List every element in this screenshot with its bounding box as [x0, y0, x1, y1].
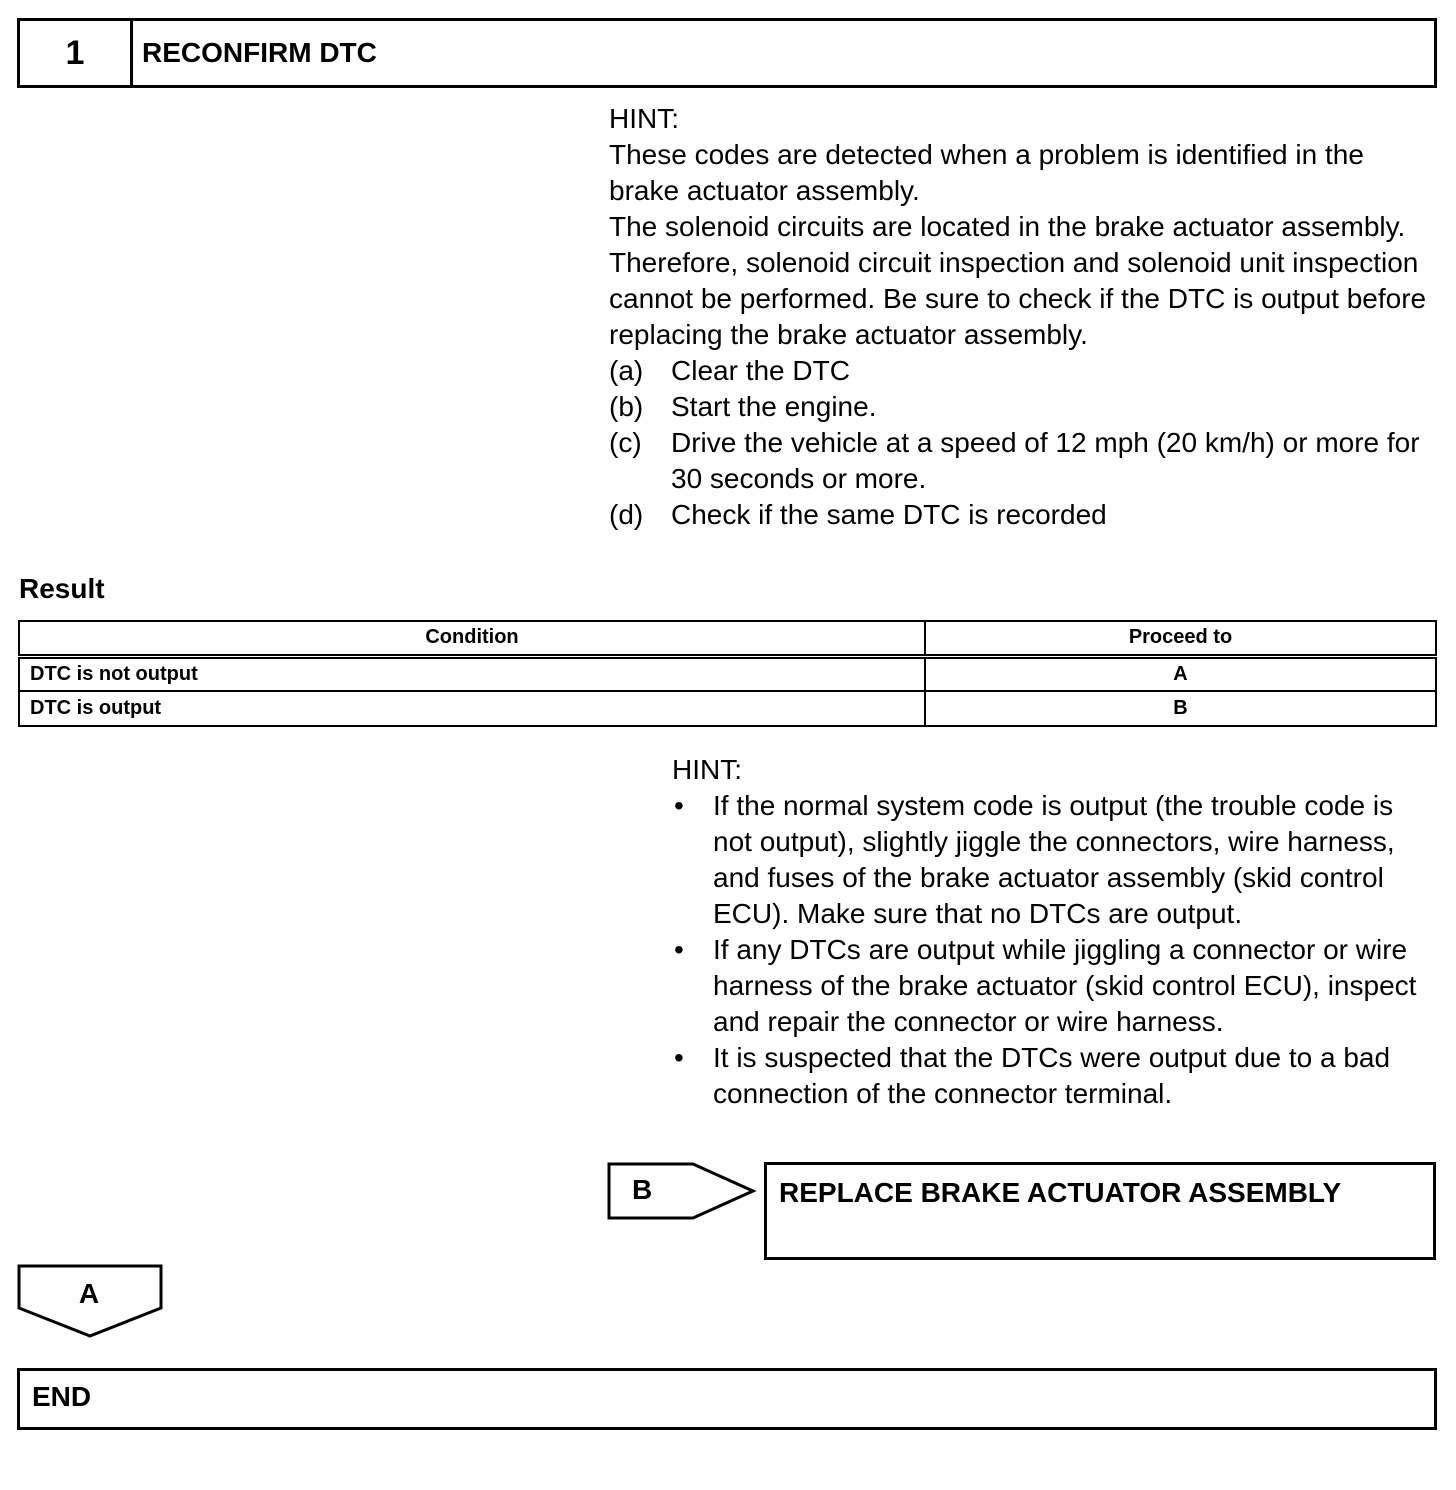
bullet-icon: • [674, 934, 684, 965]
branch-a-label: A [78, 1278, 100, 1309]
result-table [18, 620, 1437, 727]
branch-b-arrow-icon [607, 1162, 757, 1220]
bullet-text: If the normal system code is output (the trouble code is not output), slightly jiggle the connectors, wire harness, and fuses of the brake actuator assembly (skid control ECU). Make sure that no DTCs are output. [713, 790, 1395, 929]
step-text: Drive the vehicle at a speed of 12 mph (20 km/h) or more for 30 seconds or more. [671, 427, 1420, 494]
table-row [19, 691, 1436, 726]
replace-action-box [764, 1162, 1436, 1260]
table-row [19, 656, 1436, 691]
step-marker: (b) [609, 391, 644, 422]
end-label: END [32, 1381, 92, 1412]
proceed-cell: A [925, 656, 1436, 691]
hint-block-1 [609, 101, 1439, 533]
hint-paragraph: The solenoid circuits are located in the brake actuator assembly. [609, 211, 1406, 242]
step-number: 1 [20, 21, 133, 85]
hint-paragraph: These codes are detected when a problem is identified in the brake actuator assembly. [609, 139, 1364, 206]
condition-cell: DTC is not output [19, 656, 925, 691]
result-label: Result [19, 573, 105, 604]
step-text: Check if the same DTC is recorded [671, 499, 1107, 530]
hint-block-2 [672, 752, 1436, 1112]
bullet-text: It is suspected that the DTCs were output due to a bad connection of the connector terminal. [713, 1042, 1391, 1109]
hint-label: HINT: [672, 754, 742, 785]
step-header [17, 18, 1437, 88]
column-header-condition: Condition [19, 621, 925, 656]
step-marker: (d) [609, 499, 644, 530]
procedure-step [609, 497, 1439, 533]
hint-bullet-item [672, 788, 1436, 932]
end-box [17, 1368, 1437, 1430]
bullet-icon: • [674, 790, 684, 821]
table-header-row [19, 621, 1436, 656]
hint-bullet-item [672, 1040, 1436, 1112]
column-header-proceed: Proceed to [925, 621, 1436, 656]
step-text: Start the engine. [671, 391, 877, 422]
procedure-step [609, 425, 1439, 497]
step-text: Clear the DTC [671, 355, 850, 386]
hint-label: HINT: [609, 103, 679, 134]
procedure-step [609, 389, 1439, 425]
condition-cell: DTC is output [19, 691, 925, 726]
step-title: RECONFIRM DTC [142, 37, 377, 68]
procedure-step [609, 353, 1439, 389]
bullet-icon: • [674, 1042, 684, 1073]
step-marker: (c) [609, 427, 642, 458]
hint-bullet-item [672, 932, 1436, 1040]
hint-paragraph: Therefore, solenoid circuit inspection and solenoid unit inspection cannot be performed. Be sure to check if the DTC is output before replacing the brake actuator assembly. [609, 247, 1427, 350]
bullet-text: If any DTCs are output while jiggling a connector or wire harness of the brake actuator (skid control ECU), inspect and repair the connector or wire harness. [713, 934, 1417, 1037]
branch-b-label: B [632, 1174, 653, 1205]
replace-action-text: REPLACE BRAKE ACTUATOR ASSEMBLY [779, 1177, 1342, 1208]
proceed-cell: B [925, 691, 1436, 726]
step-marker: (a) [609, 355, 644, 386]
